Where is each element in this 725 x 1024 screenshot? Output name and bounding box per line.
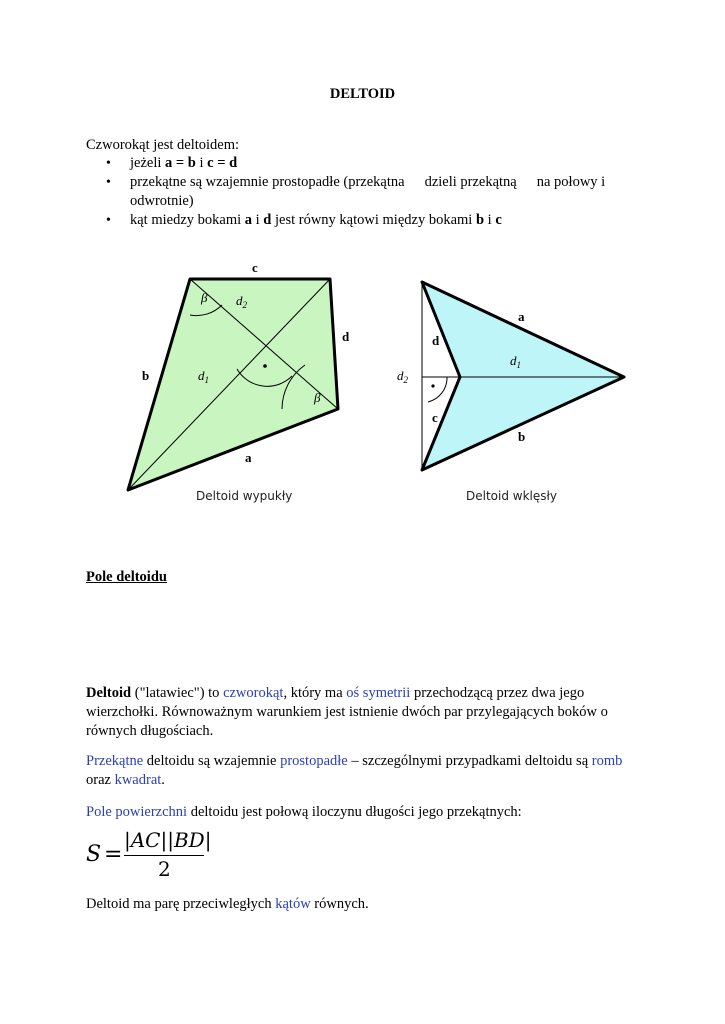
- label-b: b: [142, 368, 150, 383]
- label-d2: $d_2$: [397, 368, 408, 385]
- formula-lhs: S: [86, 842, 102, 867]
- caption-convex: Deltoid wypukły: [196, 489, 293, 503]
- list-item: • przekątne są wzajemnie prostopadłe (przekątna dzieli przekątną na połowy i odwrotnie): [86, 173, 646, 211]
- formula-numerator: |AC||BD|: [124, 828, 212, 852]
- convex-kite-shape: [128, 279, 338, 490]
- label-beta-right: β: [314, 390, 321, 405]
- label-c: c: [432, 410, 438, 425]
- link-romb[interactable]: romb: [591, 753, 623, 769]
- paragraph-angles: Deltoid ma parę przeciwległych kątów równych.: [86, 896, 369, 912]
- label-d1: $d_1$: [198, 368, 209, 385]
- caption-concave: Deltoid wklęsły: [466, 489, 558, 503]
- link-os-symetrii[interactable]: oś symetrii: [346, 685, 411, 701]
- formula-equals: =: [104, 842, 123, 867]
- label-d: d: [432, 333, 440, 348]
- list-item: • kąt miedzy bokami a i d jest równy kątowi między bokami b i c: [86, 211, 646, 230]
- label-d1: $d_1$: [510, 353, 521, 370]
- link-pole-powierzchni[interactable]: Pole powierzchni: [86, 804, 188, 820]
- label-b: b: [518, 429, 526, 444]
- convex-kite-figure: [110, 255, 360, 515]
- label-c: c: [252, 260, 258, 275]
- paragraph-area: Pole powierzchni deltoidu jest połową iloczynu długości jego przekątnych:: [86, 804, 522, 820]
- list-item: • jeżeli a = b i c = d: [86, 154, 646, 173]
- link-kwadrat[interactable]: kwadrat: [114, 772, 162, 788]
- label-beta-top: β: [201, 290, 208, 305]
- label-d2: $d_2$: [236, 293, 247, 310]
- paragraph-definition: Deltoid ("latawiec") to czworokąt, który ma oś symetrii przechodzącą przez dwa jego wierzchołki. Równoważnym warunkiem jest istnienie dwóch par przylegających boków o równych długościach.: [86, 685, 608, 739]
- paragraph-diagonals: Przekątne deltoidu są wzajemnie prostopadłe – szczególnymi przypadkami deltoidu są romb oraz kwadrat.: [86, 753, 623, 788]
- condition-list: [86, 154, 646, 230]
- right-angle-dot: [263, 364, 267, 368]
- label-d: d: [342, 329, 350, 344]
- link-przekatne[interactable]: Przekątne: [86, 753, 144, 769]
- link-prostopadle[interactable]: prostopadłe: [280, 753, 348, 769]
- angle-arc: [428, 377, 447, 402]
- section-heading-pole: Pole deltoidu: [86, 569, 167, 585]
- formula-fraction-bar: [124, 855, 204, 856]
- concave-kite-figure: [390, 270, 640, 480]
- link-katow[interactable]: kątów: [275, 896, 311, 912]
- label-a: a: [518, 309, 525, 324]
- area-formula: [86, 828, 226, 880]
- page-title: DELTOID: [329, 86, 396, 102]
- intro-text: Czworokąt jest deltoidem:: [86, 137, 240, 153]
- right-angle-dot: [431, 384, 434, 387]
- label-a: a: [245, 450, 252, 465]
- link-czworokat[interactable]: czworokąt: [223, 685, 284, 701]
- formula-denominator: 2: [158, 857, 171, 881]
